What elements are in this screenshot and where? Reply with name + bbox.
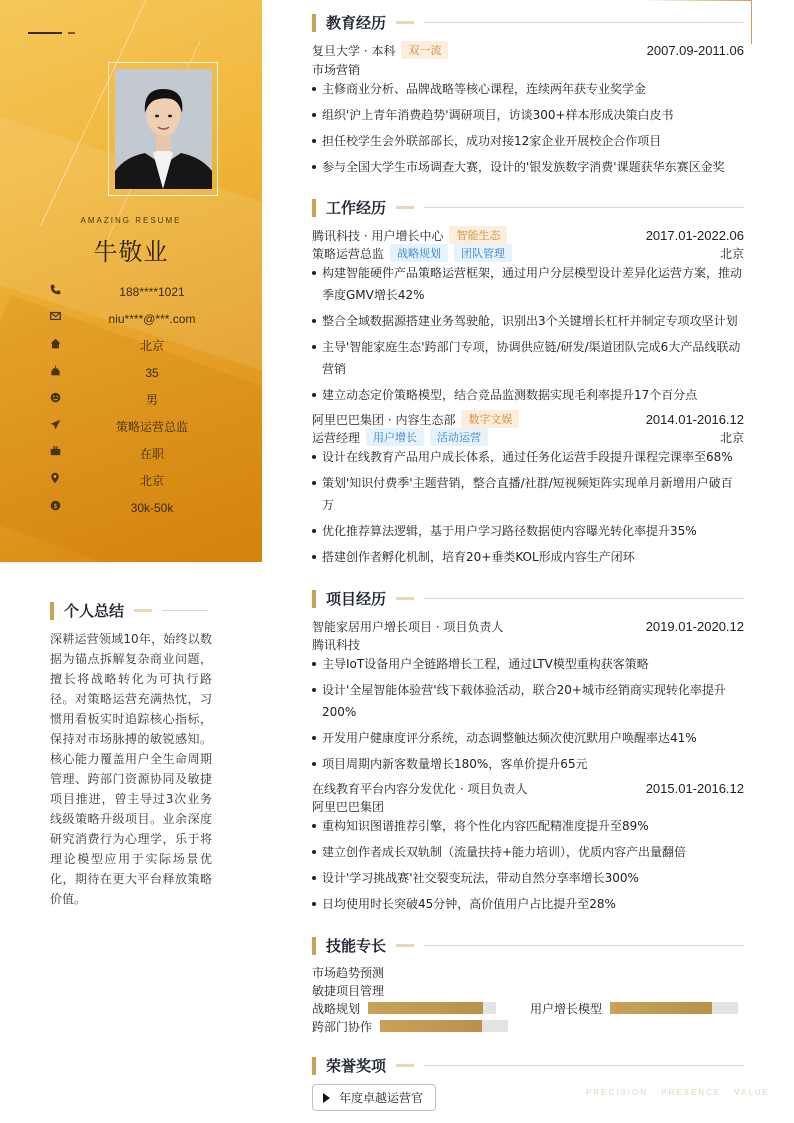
hero-accent-line [28, 32, 62, 34]
candidate-name: 牛敬业 [93, 238, 169, 266]
list-item: 优化推荐算法逻辑，基于用户学习路径数据使内容曝光转化率提升35% [312, 520, 744, 542]
role-tag: 活动运营 [430, 428, 488, 446]
list-item: 开发用户健康度评分系统，动态调整触达频次使沉默用户唤醒率达41% [312, 727, 744, 749]
info-email: niu****@***.com [48, 305, 248, 332]
skill-item: 敏捷项目管理 [312, 984, 385, 998]
major: 市场营销 [312, 62, 361, 77]
list-item: 建立创作者成长双轨制（流量扶持+能力培训），优质内容产出量翻倍 [312, 841, 744, 863]
contact-info-list [48, 278, 248, 521]
job-location: 北京 [719, 430, 744, 445]
info-target-position: 策略运营总监 [48, 413, 248, 440]
skills-section-header [312, 935, 744, 956]
project-name: 智能家居用户增长项目 · 项目负责人 [312, 619, 504, 634]
info-phone: 188****1021 [48, 278, 248, 305]
honor-label: 年度卓越运营官 [339, 1091, 424, 1105]
phone-icon [48, 282, 62, 296]
list-item: 构建智能硬件产品策略运营框架，通过用户分层模型设计差异化运营方案，推动季度GMV增长42% [312, 262, 744, 306]
education-bullets [312, 78, 744, 182]
skill-bar-label: 用户增长模型 [530, 1002, 603, 1016]
skill-bar-label: 跨部门协作 [312, 1020, 373, 1034]
company-tag: 智能生态 [449, 226, 507, 244]
info-hometown: 北京 [48, 332, 248, 359]
footer-motto: PRECISION · PRESENCE · VALUE [586, 1088, 770, 1097]
education-date: 2007.09-2011.06 [646, 42, 744, 58]
job-row [312, 410, 744, 428]
work-section-header [312, 197, 744, 218]
education-title: 教育经历 [326, 14, 387, 32]
education-section-header [312, 12, 744, 33]
project-name: 在线教育平台内容分发优化 · 项目负责人 [312, 781, 528, 796]
corner-accent-line-top [640, 0, 752, 1]
skill-bar [380, 1020, 508, 1032]
avatar [115, 69, 212, 189]
project-org: 阿里巴巴集团 [312, 799, 385, 814]
list-item: 策划'知识付费季'主题营销，整合直播/社群/短视频矩阵实现单月新增用户破百万 [312, 472, 744, 516]
hero-accent-dot [68, 32, 75, 34]
project-org-row [312, 797, 744, 815]
project-bullets [312, 653, 744, 779]
home-icon [48, 336, 62, 350]
job-bullets [312, 262, 744, 410]
info-gender: 男 [48, 386, 248, 413]
company-name: 阿里巴巴集团 · 内容生态部 [312, 412, 456, 427]
role-tag: 战略规划 [390, 244, 448, 262]
job-date: 2014.01-2016.12 [645, 411, 744, 427]
job-role-row [312, 244, 744, 262]
list-item: 主导IoT设备用户全链路增长工程，通过LTV模型重构获客策略 [312, 653, 744, 675]
location-pin-icon [48, 471, 62, 485]
list-item: 主修商业分析、品牌战略等核心课程，连续两年获专业奖学金 [312, 78, 744, 100]
skill-item: 市场趋势预测 [312, 966, 385, 980]
list-item: 重构知识图谱推荐引擎，将个性化内容匹配精准度提升至89% [312, 815, 744, 837]
list-item: 项目周期内新客数量增长180%，客单价提升65元 [312, 753, 744, 775]
job-location: 北京 [719, 246, 744, 261]
project-date: 2015.01-2016.12 [645, 780, 744, 796]
project-section-header [312, 588, 744, 609]
job-row [312, 226, 744, 244]
project-date: 2019.01-2020.12 [645, 618, 744, 634]
company-tag: 数字文娱 [461, 410, 519, 428]
corner-accent-line [751, 0, 752, 44]
honors-section-header [312, 1055, 744, 1076]
info-age: 35 [48, 359, 248, 386]
resume-tagline: AMAZING RESUME [80, 216, 182, 225]
school-name: 复旦大学 · 本科 [312, 43, 396, 58]
skill-bar [610, 1002, 738, 1014]
list-item: 组织'沪上青年消费趋势'调研项目，访谈300+样本形成决策白皮书 [312, 104, 744, 126]
list-item: 整合全域数据源搭建业务驾驶舱，识别出3个关键增长杠杆并制定专项攻坚计划 [312, 310, 744, 332]
list-item: 设计'学习挑战赛'社交裂变玩法，带动自然分享率增长300% [312, 867, 744, 889]
job-bullets [312, 446, 744, 572]
work-title: 工作经历 [326, 199, 387, 217]
project-title: 项目经历 [326, 590, 387, 608]
summary-text: 深耕运营领域10年，始终以数据为锚点拆解复杂商业问题，擅长将战略转化为可执行路径。对策略运营充满热忱，习惯用看板实时追踪核心指标，保持对市场脉搏的敏锐感知。核心能力覆盖用户全生命周期管理、跨部门资源协同及敏捷项目推进，曾主导过3次业务线级策略升级项目。业余深度研究消费行为心理学，乐于将理论模型应用于实际场景优化，期待在更大平台释放策略价值。 [50, 632, 212, 906]
svg-text:$: $ [53, 502, 57, 510]
smiley-icon [48, 390, 62, 404]
briefcase-icon [48, 444, 62, 458]
role-tag: 用户增长 [366, 428, 424, 446]
mail-icon [48, 309, 62, 323]
list-item: 担任校学生会外联部部长，成功对接12家企业开展校企合作项目 [312, 130, 744, 152]
info-city: 北京 [48, 467, 248, 494]
project-bullets [312, 815, 744, 919]
list-item: 建立动态定价策略模型，结合竞品监测数据实现毛利率提升17个百分点 [312, 384, 744, 406]
list-item: 设计在线教育产品用户成长体系，通过任务化运营手段提升课程完课率至68% [312, 446, 744, 468]
list-item: 日均使用时长突破45分钟，高价值用户占比提升至28% [312, 893, 744, 915]
cake-icon [48, 363, 62, 377]
education-row [312, 41, 744, 59]
skill-bar-label: 战略规划 [312, 1002, 361, 1016]
play-icon [323, 1093, 330, 1103]
honors-title: 荣誉奖项 [326, 1057, 387, 1075]
list-item: 搭建创作者孵化机制，培育20+垂类KOL形成内容生产闭环 [312, 546, 744, 568]
info-salary: $ 30k-50k [48, 494, 248, 521]
project-org: 腾讯科技 [312, 637, 361, 652]
list-item: 主导'智能家庭生态'跨部门专项，协调供应链/研发/渠道团队完成6大产品线联动营销 [312, 336, 744, 380]
skill-bar [368, 1002, 496, 1014]
skills-title: 技能专长 [326, 937, 387, 955]
info-status: 在职 [48, 440, 248, 467]
project-row [312, 779, 744, 797]
summary-section-header [50, 600, 208, 621]
list-item: 参与全国大学生市场调查大赛，设计的'银发族数字消费'课题获华东赛区金奖 [312, 156, 744, 178]
role-tag: 团队管理 [454, 244, 512, 262]
project-org-row [312, 635, 744, 653]
summary-title: 个人总结 [64, 602, 125, 620]
job-role: 运营经理 [312, 430, 361, 445]
job-role-row [312, 428, 744, 446]
school-tag: 双一流 [401, 41, 448, 59]
job-date: 2017.01-2022.06 [645, 227, 744, 243]
honor-badge [312, 1084, 436, 1111]
money-icon [48, 498, 62, 512]
send-icon [48, 417, 62, 431]
major-row [312, 60, 744, 78]
list-item: 设计'全屋智能体验营'线下载体验活动，联合20+城市经销商实现转化率提升200% [312, 679, 744, 723]
project-row [312, 617, 744, 635]
company-name: 腾讯科技 · 用户增长中心 [312, 228, 444, 243]
job-role: 策略运营总监 [312, 246, 385, 261]
